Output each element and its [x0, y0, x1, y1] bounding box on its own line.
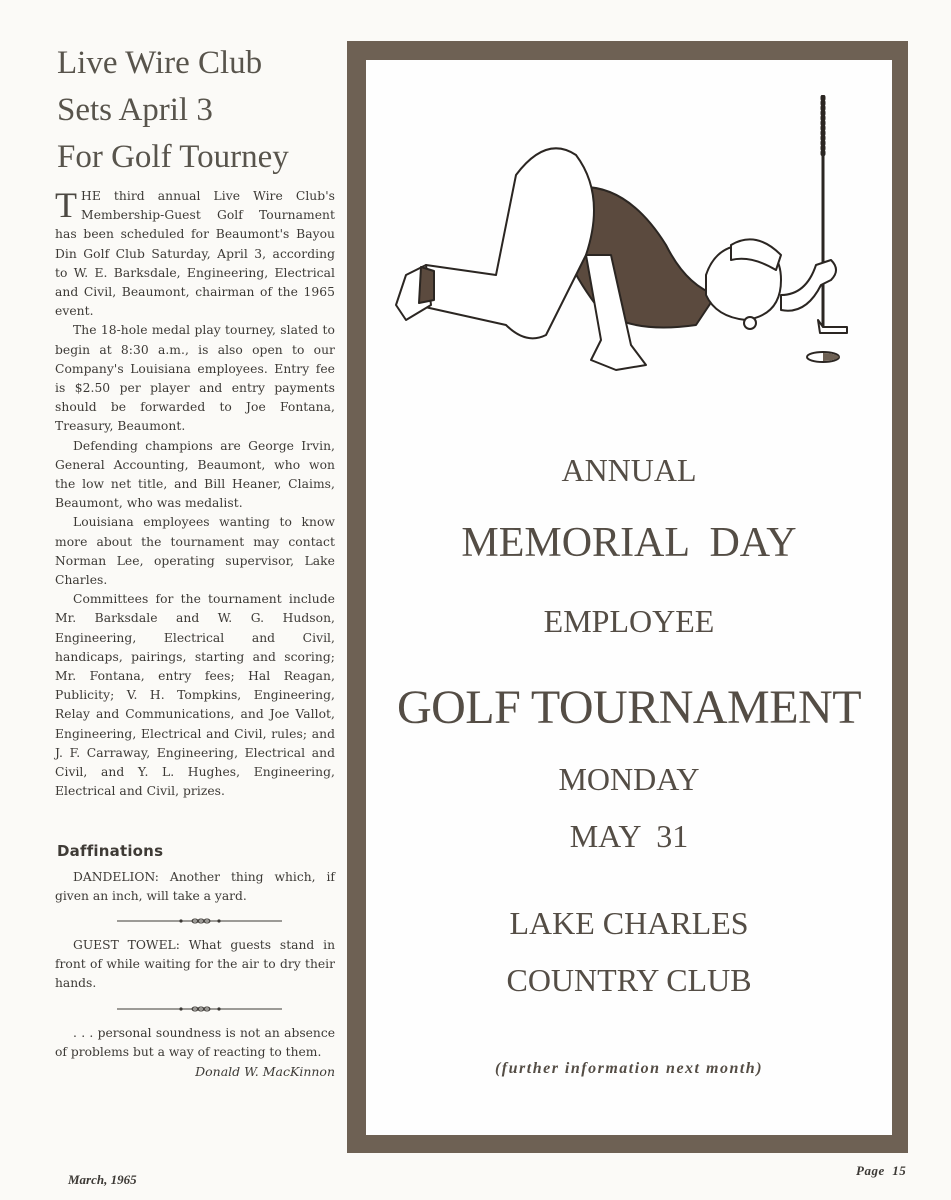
article-paragraph: Louisiana employees wanting to know more about the tournament may contact Norman Lee, operating supervisor, Lake Charles. [55, 515, 335, 588]
quote-attribution: Donald W. MacKinnon [195, 1063, 335, 1079]
article-paragraph: Committees for the tournament include Mr. Barksdale and W. G. Hudson, Engineering, Electrical and Civil, handicaps, pairings, starting and scoring; Mr. Fontana, entry fees; Hal Reagan, Publicity; V. H. Tompkins, Engineering, Relay and Communications, and Joe Vallot, Engineering, Electrical and Civil, rules; and J. F. Carraway, Engineering, Electrical and Civil, and Y. L. Hughes, Engineering, Electrical and Civil, prizes. [55, 592, 335, 799]
flyer-frame [347, 41, 908, 1153]
article-paragraph: The 18-hole medal play tourney, slated to begin at 8:30 a.m., is also open to our Company's Louisiana employees. Entry fee is $2.50 per player and entry payments should be forwarded to Joe Fontana, Treasury, Beaumont. [55, 323, 335, 434]
flyer-line-employee: EMPLOYEE [543, 603, 715, 639]
daffinations-heading: Daffinations [57, 841, 164, 860]
drop-cap: T [55, 185, 78, 225]
definition-item: GUEST TOWEL: What guests stand in front of while waiting for the air to dry their hands. [55, 937, 335, 991]
article-headline [57, 40, 335, 181]
article-column [55, 40, 335, 1082]
flyer-line-country-club: COUNTRY CLUB [506, 962, 752, 998]
golf-ball-icon [744, 317, 756, 329]
flyer-line-date: MAY 31 [569, 818, 689, 854]
headline-line: Live Wire Club [57, 45, 263, 81]
definition-item: DANDELION: Another thing which, if given an inch, will take a yard. [55, 869, 335, 903]
golf-club-icon [818, 97, 847, 333]
article-paragraph: Defending champions are George Irvin, General Accounting, Beaumont, who won the low net title, and Bill Heaner, Claims, Beaumont, who was medalist. [55, 438, 335, 511]
flyer-panel [366, 60, 892, 1135]
issue-date: March, 1965 [68, 1172, 137, 1187]
headline-line: Sets April 3 [57, 92, 213, 128]
flyer-line-golf-tournament: GOLF TOURNAMENT [396, 681, 862, 734]
flyer-line-memorial-day: MEMORIAL DAY [461, 520, 797, 566]
headline-line: For Golf Tourney [57, 139, 289, 175]
flyer-line-annual: ANNUAL [561, 452, 697, 488]
ornamental-divider [117, 914, 282, 928]
flyer-line-lake-charles: LAKE CHARLES [509, 905, 749, 941]
article-body [55, 187, 335, 802]
quote-text: . . . personal soundness is not an absence of problems but a way of reacting to them. [55, 1025, 335, 1059]
flyer-note: (further information next month) [494, 1060, 764, 1077]
page-number: Page 15 [856, 1163, 907, 1178]
flyer-line-monday: MONDAY [558, 761, 700, 797]
ornamental-divider [117, 1002, 282, 1016]
article-paragraph: THE third annual Live Wire Club's Membership-Guest Golf Tournament has been scheduled for Beaumont's Bayou Din Golf Club Saturday, April 3, according to W. E. Barksdale, Engineering, Electrical and Civil, Beaumont, chairman of the 1965 event. [55, 185, 335, 319]
golfer-illustration [386, 95, 876, 389]
daffinations-section [55, 868, 335, 1082]
